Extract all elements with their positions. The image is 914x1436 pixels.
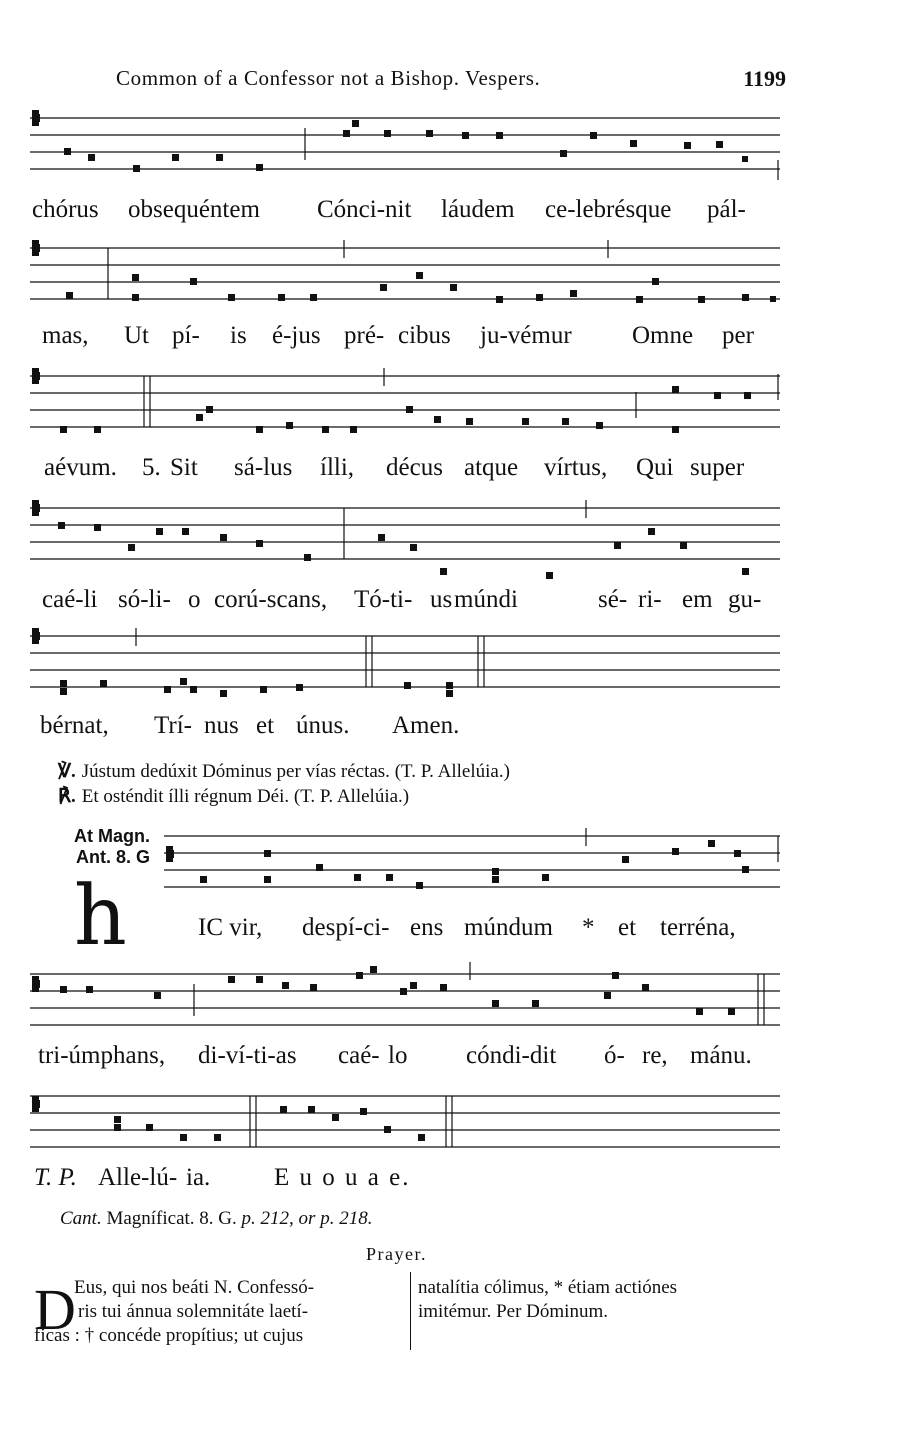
syllable: et (618, 914, 637, 941)
cant-page1: p. 212, (241, 1208, 294, 1229)
syllable: aévum. (44, 454, 117, 481)
antiphon-lyric-2 (38, 1042, 778, 1074)
column-divider (410, 1272, 411, 1350)
syllable: é-jus (272, 322, 321, 349)
syllable: 5. (142, 454, 161, 481)
syllable: vírtus, (544, 454, 608, 481)
staff-5 (30, 624, 782, 704)
lyric-line-5 (40, 712, 780, 744)
antiphon-label-line2: Ant. 8. G (75, 847, 150, 867)
syllable: nus (204, 712, 239, 739)
syllable: cibus (398, 322, 451, 349)
syllable: Qui (636, 454, 674, 481)
syllable: super (690, 454, 745, 481)
syllable: décus (386, 454, 443, 481)
tp-italic: T. P. (34, 1164, 77, 1191)
tp-label (34, 1164, 77, 1192)
versicle-symbol: ℣. (58, 761, 76, 782)
syllable: Amen. (392, 712, 460, 739)
prayer-initial: D (34, 1277, 76, 1342)
syllable: tri-úmphans, (38, 1042, 166, 1069)
page-number: 1199 (743, 66, 786, 91)
syllable: ens (410, 914, 444, 941)
syllable: Omne (632, 322, 694, 349)
syllable: caé- (338, 1042, 380, 1069)
syllable: pál- (707, 196, 746, 223)
cant-or: or (298, 1208, 316, 1229)
syllable: sé- (598, 586, 628, 613)
prayer-heading: Prayer. (366, 1244, 427, 1264)
tp-alleluia: (T. P. Allelúia.) (293, 786, 410, 807)
syllable: só-li- (118, 586, 171, 613)
syllable: cóndi-dit (466, 1042, 557, 1069)
syllable: us (430, 586, 453, 613)
syllable: ce-lebrésque (545, 196, 672, 223)
antiphon-label (44, 826, 150, 868)
staff-4 (30, 494, 782, 584)
syllable: chórus (32, 196, 99, 223)
staff-antiphon-1 (164, 826, 782, 896)
syllable: Cónci-nit (317, 196, 412, 223)
syllable: gu- (728, 586, 762, 613)
syllable: lo (388, 1042, 408, 1069)
syllable: múndum (464, 914, 553, 941)
syllable: Tó-ti- (354, 586, 413, 613)
syllable: di-ví-ti-as (198, 1042, 297, 1069)
syllable: Alle-lú- (98, 1164, 178, 1191)
syllable: terréna, (660, 914, 736, 941)
cant-page2: p. 218. (320, 1208, 373, 1229)
lyric-line-1 (32, 196, 772, 228)
antiphon-lyric-1 (198, 914, 778, 946)
syllable: caé-li (42, 586, 98, 613)
syllable: mas, (42, 322, 89, 349)
antiphon-label-line1: At Magn. (74, 826, 150, 846)
staff-1 (30, 98, 782, 188)
staff-3 (30, 362, 782, 452)
lyric-line-3 (44, 454, 784, 486)
syllable: ílli, (320, 454, 355, 481)
prayer-left-line-3: ficas : † concéde propítius; ut cujus (34, 1325, 304, 1346)
syllable: únus. (296, 712, 350, 739)
syllable: re, (642, 1042, 668, 1069)
versicle-text: Jústum dedúxit Dóminus per vías réctas. (81, 761, 390, 782)
euouae: E u o u a e. (274, 1164, 411, 1191)
response (58, 785, 409, 808)
syllable: sá-lus (234, 454, 293, 481)
syllable: em (682, 586, 713, 613)
cant-prefix: Cant. (60, 1208, 102, 1229)
syllable: pré- (344, 322, 385, 349)
staff-antiphon-3 (30, 1088, 782, 1158)
syllable: IC vir, (198, 914, 263, 941)
antiphon-lyric-3 (34, 1164, 774, 1196)
cant-text: Magníficat. 8. G. (106, 1208, 237, 1229)
syllable: o (188, 586, 201, 613)
lyric-line-4 (42, 586, 782, 618)
prayer-left-line-1: Eus, qui nos beáti N. Confessó- (74, 1277, 315, 1298)
lyric-line-2 (42, 322, 782, 354)
running-title: Common of a Confessor not a Bishop. Vespers. (116, 66, 541, 90)
response-text: Et osténdit ílli régnum Déi. (81, 786, 290, 807)
syllable: et (256, 712, 275, 739)
syllable: pí- (172, 322, 200, 349)
syllable: ri- (638, 586, 662, 613)
syllable: atque (464, 454, 519, 481)
response-symbol: ℟. (58, 786, 76, 807)
syllable: corú-scans, (214, 586, 328, 613)
syllable: obsequéntem (128, 196, 260, 223)
syllable: Ut (124, 322, 149, 349)
staff-antiphon-2 (30, 962, 782, 1042)
syllable: is (230, 322, 247, 349)
syllable: per (722, 322, 754, 349)
syllable: ó- (604, 1042, 625, 1069)
syllable: ju-vémur (480, 322, 572, 349)
versicle (58, 760, 510, 783)
running-header (116, 66, 786, 96)
prayer-right-line-1: natalítia cólimus, * étiam actiónes (418, 1277, 678, 1298)
canticle-reference (60, 1208, 372, 1230)
syllable: múndi (454, 586, 518, 613)
syllable: ia. (186, 1164, 211, 1191)
syllable: Sit (170, 454, 198, 481)
prayer-right-line-2: imitémur. Per Dóminum. (418, 1301, 608, 1322)
syllable: mánu. (690, 1042, 752, 1069)
antiphon-initial: h (74, 869, 127, 964)
staff-2 (30, 232, 782, 322)
prayer-left-line-2: ris tui ánnua solemnitáte laetí- (78, 1301, 309, 1322)
syllable: Trí- (154, 712, 192, 739)
syllable: bérnat, (40, 712, 109, 739)
syllable: * (582, 914, 595, 941)
syllable: láudem (441, 196, 515, 223)
syllable: despí-ci- (302, 914, 390, 941)
tp-alleluia: (T. P. Allelúia.) (394, 761, 510, 782)
